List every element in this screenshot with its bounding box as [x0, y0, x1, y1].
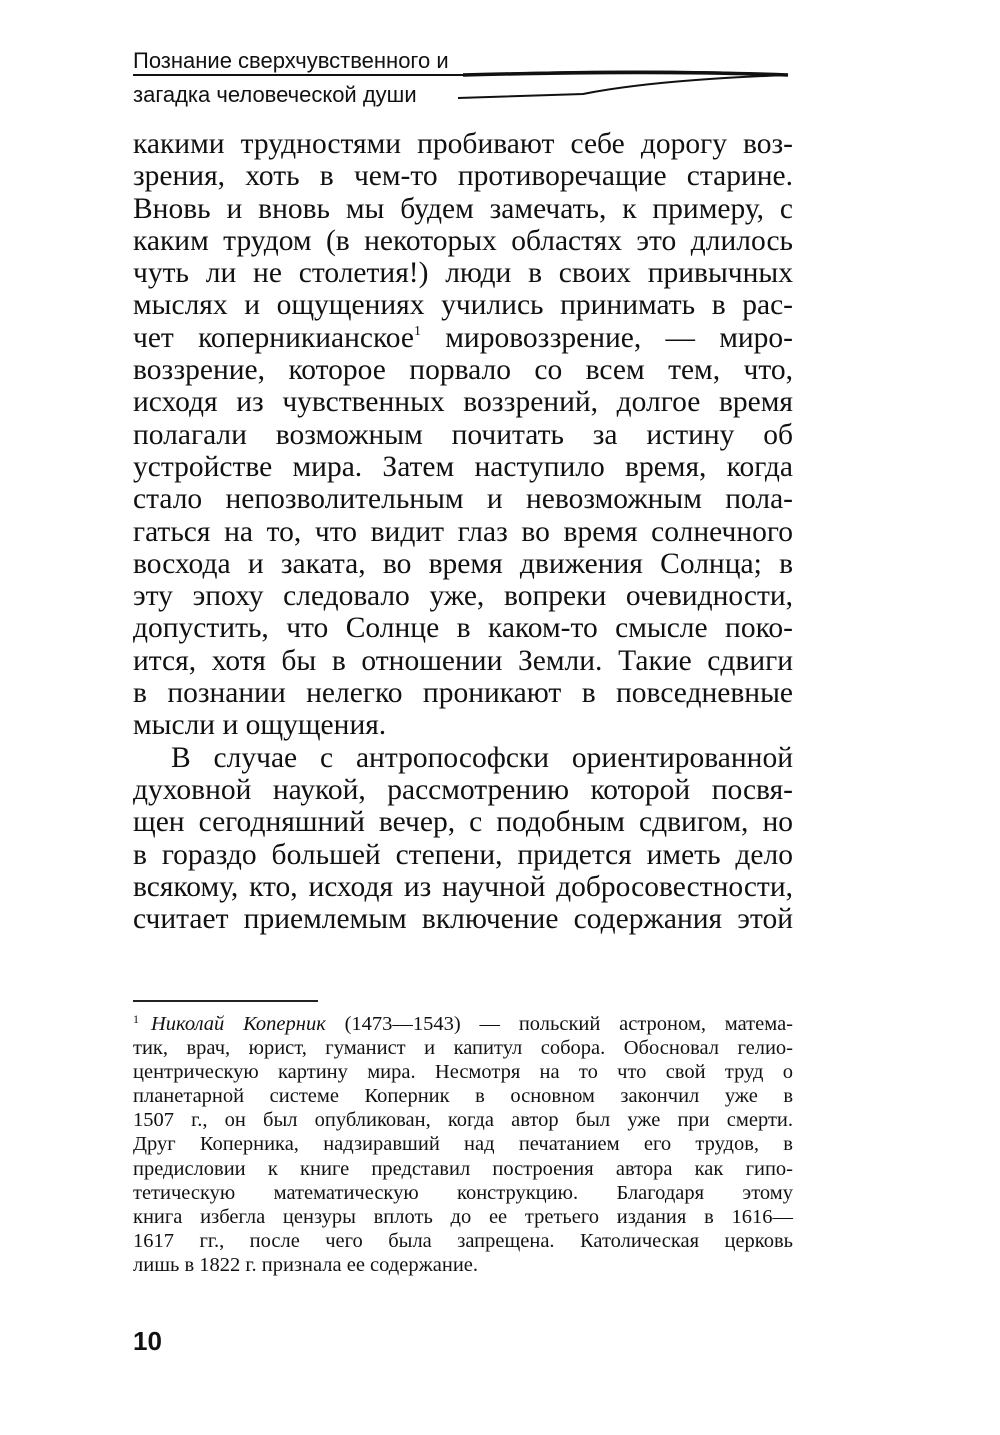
text-line: гаться на то, что видит глаз во время солнечного: [133, 515, 793, 548]
text-line: каким трудом (в некоторых областях это длилось: [133, 224, 793, 257]
footnote-line: 1507 г., он был опубликован, когда автор был уже при смерти.: [133, 1109, 793, 1132]
footnote-line: тетическую математическую конструкцию. Благодаря этому: [133, 1181, 793, 1204]
running-head-title-line2: загадка человеческой души: [133, 82, 417, 107]
text-line: в познании нелегко проникают в повседневные: [133, 677, 793, 710]
running-head-title-line1: Познание сверхчувственного и: [133, 48, 449, 73]
text-line: чуть ли не столетия!) люди в своих привычных: [133, 257, 793, 290]
text-line: в гораздо большей степени, придется иметь дело: [133, 838, 793, 871]
footnote-line: 1617 гг., после чего была запрещена. Католическая церковь: [133, 1229, 793, 1252]
text-line: стало непозволительным и невозможным пола-: [133, 483, 793, 516]
text-line: духовной наукой, рассмотрению которой посвя-: [133, 773, 793, 806]
footnote-line: тик, врач, юрист, гуманист и капитул собора. Обосновал гелио-: [133, 1037, 793, 1060]
text-line: зрения, хоть в чем-то противоречащие старине.: [133, 160, 793, 193]
text-line: щен сегодняшний вечер, с подобным сдвигом, но: [133, 806, 793, 839]
text-line: допустить, что Солнце в каком-то смысле поко-: [133, 612, 793, 645]
footnote-line: планетарной системе Коперник в основном закончил уже в: [133, 1085, 793, 1108]
text-line: ится, хотя бы в отношении Земли. Такие сдвиги: [133, 644, 793, 677]
text-line: полагали возможным почитать за истину об: [133, 418, 793, 451]
footnote-line: книга избегла цензуры вплоть до ее третьего издания в 1616—: [133, 1205, 793, 1228]
text-line: мыслях и ощущениях учились принимать в рас-: [133, 289, 793, 322]
footnote-reference[interactable]: 1: [414, 323, 421, 339]
text-line: всякому, кто, исходя из научной добросовестности,: [133, 870, 793, 903]
footnote-line: предисловии к книге представил построения автора как гипо-: [133, 1157, 793, 1180]
text-fragment: (1473—1543) — польский астроном, матема-: [344, 1013, 793, 1035]
text-line: устройстве мира. Затем наступило время, когда: [133, 450, 793, 483]
text-line: мысли и ощущения.: [133, 709, 387, 742]
page-number: 10: [133, 1326, 162, 1356]
text-line: Вновь и вновь мы будем замечать, к примеру, с: [133, 192, 793, 225]
footnote-mark: 1: [133, 1012, 139, 1026]
text-line: какими трудностями пробивают себе дорогу воз-: [133, 128, 793, 160]
text-fragment: чет коперникианское: [133, 321, 414, 354]
text-line: В случае с антропософски ориентированной: [171, 741, 793, 774]
text-line: восхода и заката, во время движения Солнца; в: [133, 547, 793, 580]
footnote-divider: [133, 1000, 318, 1002]
text-line: воззрение, которое порвало со всем тем, что,: [133, 354, 793, 387]
footnotes: [133, 1012, 793, 1277]
main-text: [133, 128, 793, 935]
footnote-line: лишь в 1822 г. признала ее содержание.: [133, 1253, 479, 1276]
text-line: эту эпоху следовало уже, вопреки очевидности,: [133, 580, 793, 613]
text-line: [133, 322, 793, 354]
text-fragment: мировоззрение, — миро-: [445, 321, 794, 354]
footnote-line: [133, 1012, 793, 1036]
footnote-line: Друг Коперника, надзиравший над печатанием его трудов, в: [133, 1133, 793, 1156]
footnote-person-name: Николай Коперник: [151, 1013, 326, 1035]
text-line: считает приемлемым включение содержания этой: [133, 903, 793, 936]
text-line: исходя из чувственных воззрений, долгое время: [133, 386, 793, 419]
running-head: [133, 44, 793, 114]
footnote-line: центрическую картину мира. Несмотря на то что свой труд о: [133, 1061, 793, 1084]
